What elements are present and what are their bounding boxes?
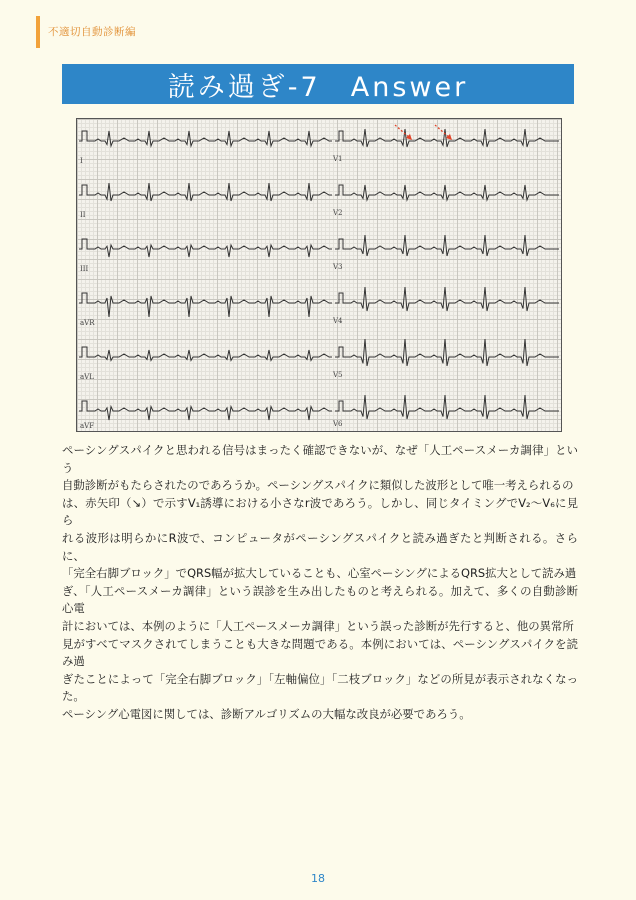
body-line: れる波形は明らかにR波で、コンピュータがペーシングスパイクと読み過ぎたと判断される。さらに、 (62, 530, 578, 563)
lead-label-V4: V4 (333, 317, 343, 325)
ecg-trace-line (79, 239, 332, 257)
lead-label-aVR: aVR (80, 319, 95, 327)
title-banner (62, 64, 574, 104)
lead-label-II: II (80, 211, 86, 219)
lead-label-V3: V3 (333, 263, 343, 271)
body-line: ぎ、「人工ペースメーカ調律」という誤診を生み出したものと考えられる。加えて、多くの自動診断心電 (62, 583, 578, 616)
ecg-trace-line (79, 401, 332, 420)
lead-label-V2: V2 (333, 209, 343, 217)
ecg-figure (76, 118, 562, 432)
ecg-trace-line (335, 395, 559, 419)
body-paragraph (62, 442, 578, 724)
lead-label-V5: V5 (333, 371, 343, 379)
ecg-trace-line (79, 293, 332, 317)
body-line: ぎたことによって「完全右脚ブロック」「左軸偏位」「二枝ブロック」などの所見が表示されなくなった。 (62, 671, 578, 704)
lead-label-V6: V6 (333, 420, 343, 428)
body-line: 「完全右脚ブロック」でQRS幅が拡大していることも、心室ペーシングによるQRS拡大として読み過 (62, 566, 577, 581)
red-arrow-icon (446, 134, 452, 140)
red-arrow-icon (406, 134, 412, 140)
ecg-trace-line (335, 339, 559, 366)
body-line: ペーシング心電図に関しては、診断アルゴリズムの大幅な改良が必要であろう。 (62, 706, 471, 721)
page-title: 読み過ぎ-7 Answer (167, 71, 469, 103)
ecg-trace-line (79, 183, 332, 201)
body-line: 自動診断がもたらされたのであろうか。ペーシングスパイクに類似した波形として唯一考えられるの (62, 478, 574, 493)
ecg-trace-line (335, 287, 559, 311)
lead-label-I: I (80, 157, 83, 165)
ecg-trace-line (79, 131, 332, 146)
section-accent-bar (36, 16, 40, 48)
lead-label-aVL: aVL (80, 373, 94, 381)
body-line: は、赤矢印（↘）で示すV₁誘導における小さなr波であろう。しかし、同じタイミングでV₂〜V₆に見ら (62, 495, 578, 528)
page-number: 18 (311, 872, 325, 885)
ecg-trace-line (335, 185, 559, 200)
lead-label-V1: V1 (333, 155, 343, 163)
section-label: 不適切自動診断編 (48, 26, 136, 38)
ecg-traces (77, 119, 561, 431)
ecg-trace-line (335, 235, 559, 256)
ecg-trace-line (79, 347, 332, 361)
lead-label-aVF: aVF (80, 422, 95, 430)
body-line: 見がすべてマスクされてしまうことも大きな問題である。本例においては、ペーシングスパイクを読み過 (62, 636, 578, 669)
lead-label-III: III (80, 265, 89, 273)
body-line: 計においては、本例のように「人工ペースメーカ調律」という誤った診断が先行すると、他の異常所 (62, 618, 574, 633)
body-line: ペーシングスパイクと思われる信号はまったく確認できないが、なぜ「人工ペースメーカ調律」という (62, 443, 578, 475)
